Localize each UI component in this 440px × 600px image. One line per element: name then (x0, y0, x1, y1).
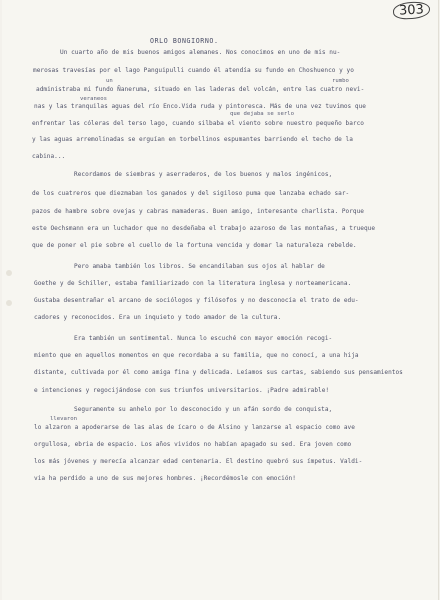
text-line: lo alzaron a apoderarse de las alas de ícaro o de Alsino y lanzarse al espacio como ave (34, 424, 355, 431)
text-line: miento que en aquellos momentos en que recordaba a su familia, que no conocí, a una hija (34, 352, 359, 359)
text-line: y las aguas arremolinadas se erguían en torbellinos espumantes barriendo el techo de la (32, 136, 353, 143)
text-line: Recordamos de siembras y aserraderos, de los buenos y malos ingénicos, (74, 171, 333, 178)
text-line: nas y las tranquilas aguas del río Enco.Vida ruda y pintoresca. Más de una vez tuvimos que (34, 103, 366, 110)
insertion-rumbo: rumbo (332, 78, 349, 84)
text-line: Goethe y de Schiller, estaba familiarizado con la literatura inglesa y norteamericana. (34, 280, 352, 287)
text-line: Un cuarto año de mis buenos amigos alemanes. Nos conocimos en uno de mis nu- (60, 49, 341, 56)
text-line: orgullosa, ebria de espacio. Los años vividos no habían apagado su sed. Era joven como (34, 441, 352, 448)
insertion-veraneos: veraneos (80, 96, 107, 102)
folio-number: 303 (393, 1, 431, 20)
text-line: Pero amaba también los libros. Se encandilaban sus ojos al hablar de (74, 263, 325, 270)
text-line: cadores y reconocidos. Era un inquieto y todo amador de la cultura. (34, 314, 282, 321)
text-line: enfrentar las cóleras del terso lago, cuando silbaba el viento sobre nuestro pequeño barco (32, 120, 364, 127)
text-line: Gustaba desentrañar el arcano de sociólogos y filósofos y no desconocía el trato de edu- (34, 297, 359, 304)
text-line: pazos de hambre sobre ovejas y cabras mamaderas. Buen amigo, interesante charlista. Porque (32, 208, 364, 215)
punch-hole-mark (6, 270, 12, 276)
text-line: administraba mi fundo Ñaneruma, situado en las laderas del volcán, entre las cuatro nevi- (36, 86, 365, 93)
text-line: via ha perdido a uno de sus mejores hombres. ¡Recordémosle con emoción! (34, 475, 296, 482)
text-line: e intenciones y regocijándose con sus triunfos universitarios. ¡Padre admirable! (34, 387, 330, 394)
document-page (2, 0, 439, 600)
text-line: este Oechsmann era un luchador que no desdeñaba el trabajo azaroso de las montañas, a trueque (32, 225, 376, 232)
text-line: distante, cultivada por él como amiga fina y delicada. Leíamos sus cartas, sabiendo sus pensamientos (34, 369, 403, 376)
insertion-que-dejaba: que dejaba se serlo (230, 111, 294, 117)
text-line: Seguramente su anhelo por lo desconocido y un afán sordo de conquista, (74, 406, 333, 413)
text-line: Era también un sentimental. Nunca lo escuché con mayor emoción recogi- (74, 335, 333, 342)
text-line: los más jóvenes y merecía alcanzar edad centenaria. El destino quebró sus ímpetus. Valdi- (34, 458, 363, 465)
text-line: de los cuatreros que diezmaban los ganados y del sigiloso puma que lanzaba echado sar- (32, 190, 350, 197)
text-line: merosas travesías por el lago Panguipulli cuando él atendía su fundo en Choshuenco y yo (33, 67, 354, 74)
text-line: cabina... (32, 153, 66, 160)
insertion-llevaron: llevaron (50, 416, 77, 422)
text-line: que de poner el pie sobre el cuello de la fortuna vencida y domar la naturaleza rebelde. (32, 242, 357, 249)
document-title: ORLO BONGIORNO. (150, 37, 219, 45)
insertion-un: un (106, 78, 113, 84)
punch-hole-mark (6, 300, 12, 306)
